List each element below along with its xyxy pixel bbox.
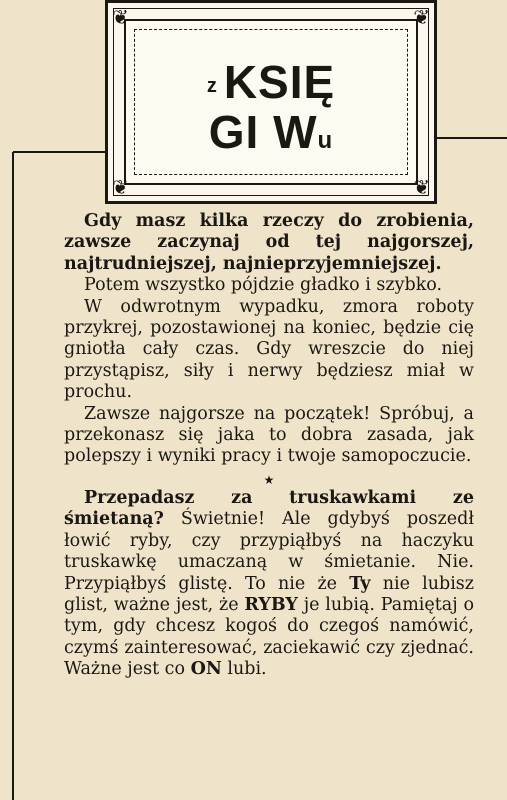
article-lead-question: Przepadasz za truskawkami ze śmietaną? <box>64 487 474 530</box>
article-paragraph: Potem wszystko pójdzie gładko i szybko. <box>84 275 443 296</box>
article-paragraph: Przepadasz za truskawkami ze śmietaną? Świetnie! Ale gdybyś poszedł łowić ryby, czy przypiąłbyś na haczyku truskawkę umaczaną w śmietanie. Nie. Przypiąłbyś glistę. To nie że Ty nie lubisz glist, ważne jest, że RYBY je lubią. Pamiętaj o tym, gdy chcesz kogoś do czegoś namówić, czymś zainteresować, zaciekawić czy zjednać. Ważne jest co ON lubi. <box>64 487 474 680</box>
section-separator-star: ★ <box>263 472 275 487</box>
ornamental-title-frame <box>105 0 437 204</box>
title-line-2-suffix: u <box>317 127 334 154</box>
title-line-2: GI W <box>208 106 318 158</box>
title-line-1: KSIĘ <box>223 56 336 108</box>
article-paragraph: Zawsze najgorsze na początek! Spróbuj, a przekonasz się jaka to dobra zasada, jak polepszy i wyniki pracy i twoje samopoczucie. <box>64 403 474 467</box>
corner-ornament-icon: ❦ <box>413 175 430 199</box>
title-prefix: z <box>206 75 218 97</box>
column-title <box>108 56 434 158</box>
corner-ornament-icon: ❦ <box>112 175 129 199</box>
article-paragraph: W odwrotnym wypadku, zmora roboty przykrej, pozostawionej na koniec, będzie cię gniotła cały czas. Gdy wreszcie do niej przystąpisz, siły i nerwy będziesz miał w prochu. <box>64 296 474 403</box>
corner-ornament-icon: ❦ <box>112 5 129 29</box>
article-body <box>64 211 474 681</box>
article-paragraph: Gdy masz kilka rzeczy do zrobienia, zawsze zaczynaj od tej najgorszej, najtrudniejszej, najnieprzyjemniejszej. <box>64 211 474 274</box>
corner-ornament-icon: ❦ <box>413 5 430 29</box>
